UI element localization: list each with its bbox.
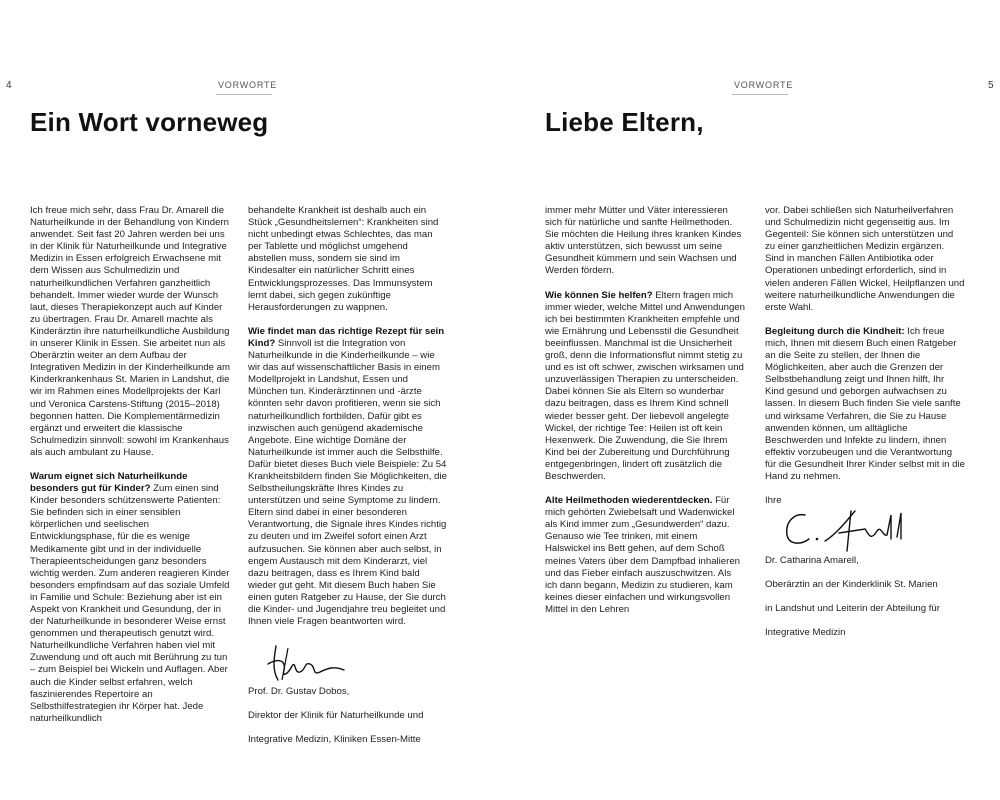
paragraph-text: Für mich gehörten Zwiebelsaft und Wadenwickel als Kind immer zum „Gesundwerden“ dazu. Genauso wie Tee trinken, mit einem Halswickel ins Bett gehen, auf dem Schoß meines Vaters über dem Dampfbad inhalieren und das Fieber einfach auszuschwitzen. Als ich dann begann, Medizin zu studieren, kam keines dieser einfachen und wirkungsvollen Mittel in den Lehren bbox=[545, 495, 740, 615]
signature-amarell bbox=[765, 507, 965, 639]
right-column-2 bbox=[765, 205, 965, 652]
right-column-1 bbox=[545, 205, 745, 628]
signature-name: Prof. Dr. Gustav Dobos, bbox=[248, 686, 350, 698]
paragraph: immer mehr Mütter und Väter interessieren sich für natürliche und sanfte Heilmethoden. Sie möchten die Heilung ihres kranken Kindes aktiv unterstützen, sich bewusst um seine Gesundheit kümmern und sein Wachsen und Werden fördern. bbox=[545, 205, 742, 277]
paragraph bbox=[765, 326, 965, 483]
left-column-1 bbox=[30, 205, 230, 737]
paragraph-heading: Begleitung durch die Kindheit: bbox=[765, 325, 905, 337]
paragraph: Ich freue mich sehr, dass Frau Dr. Amarell die Naturheilkunde in der Behandlung von Kindern anwendet. Seit fast 20 Jahren werden bei uns in der Klinik für Naturheilkunde und Integrative Medizin in Essen erfolgreich Erwachsene mit dem Wissen aus Schulmedizin und naturheilkundlichen Verfahren ganzheitlich behandelt. Immer wieder wurde der Wunsch laut, dieses Therapiekonzept auch auf Kinder zu übertragen. Frau Dr. Amarell machte als Kinderärztin ihre naturheilkundliche Ausbildung in unserer Klinik in Essen. Sie arbeitet nun als Oberärztin weiter an dem Aufbau der Integrativen Medizin in der Kinderheilkunde am Kinderkrankenhaus St. Marien in Landshut, die wir im Rahmen eines Modellprojekts der Karl und Veronica Carstens-Stiftung (2015–2018) begonnen hatten. Die Komplementärmedizin ergänzt und erweitert die klassische Schulmedizin sinnvoll: sowohl im Krankenhaus als auch ambulant zu Hause. bbox=[30, 205, 230, 458]
signature-dobos-image bbox=[248, 640, 368, 686]
paragraph: behandelte Krankheit ist deshalb auch ein Stück „Gesundheitslernen“: Krankheiten sind nicht unbedingt etwas Schlechtes, das man per Tablette und möglichst umgehend abstellen muss, sondern sie sind im Kindesalter ein natürlicher Schritt eines Entwicklungsprozesses. Das Immunsystem lernt dabei, sich gegen zukünftige Herausforderungen zu wappnen. bbox=[248, 205, 439, 313]
paragraph-heading: Wie können Sie helfen? bbox=[545, 289, 653, 301]
page-number-left: 4 bbox=[6, 80, 12, 91]
page-title-right: Liebe Eltern, bbox=[545, 107, 704, 137]
paragraph-heading: Warum eignet sich Naturheilkunde besonders gut für Kinder? bbox=[30, 470, 188, 495]
paragraph-text: Zum einen sind Kinder besonders schützenswerte Patienten: Sie befinden sich in einer sensiblen körperlichen und seelischen Entwicklungsphase, für die es wenige Medikamente gibt und in der individuelle Therapieentscheidungen ganz besonders wichtig werden. Zum anderen reagieren Kinder besonders empfindsam auf das soziale Umfeld in Familie und Schule: Beziehung aber ist ein Aspekt von Krankheit und Gesundung, der in der Naturheilkunde in besonderer Weise ernst genommen und therapeutisch genutzt wird. Naturheilkundliche Verfahren haben viel mit Zuwendung und oft auch mit Berührung zu tun – zum Beispiel bei Wickeln und Auflagen. Aber auch die Kinder selbst erfahren, welch faszinierendes Repertoire an Selbsthilfestrategien ihr Körper hat. Jede naturheilkundlich bbox=[30, 483, 230, 724]
signature-title: Integrative Medizin, Kliniken Essen-Mitte bbox=[248, 734, 421, 746]
left-column-2 bbox=[248, 205, 448, 758]
signature-title: Oberärztin an der Kinderklinik St. Marien bbox=[765, 579, 938, 591]
section-label-right: VORWORTE bbox=[732, 80, 788, 95]
paragraph bbox=[248, 326, 448, 628]
paragraph: vor. Dabei schließen sich Naturheilverfahren und Schulmedizin nicht gegenseitig aus. Im Gegenteil: Sie können sich unterstützen und zu einer ganzheitlichen Medizin ergänzen. Sind in manchen Fällen Antibiotika oder Operationen unbedingt erforderlich, sind in vielen anderen Fällen Wickel, Heilpflanzen und weitere naturheilkundliche Anwendungen die erste Wahl. bbox=[765, 205, 965, 313]
paragraph bbox=[545, 290, 745, 484]
closing: Ihre bbox=[765, 495, 782, 507]
paragraph-heading: Wie findet man das richtige Rezept für sein Kind? bbox=[248, 325, 445, 349]
page-title-left: Ein Wort vorneweg bbox=[30, 107, 269, 137]
signature-name: Dr. Catharina Amarell, bbox=[765, 555, 859, 567]
paragraph-heading: Alte Heilmethoden wiederentdecken. bbox=[545, 495, 713, 507]
paragraph bbox=[545, 495, 745, 616]
paragraph bbox=[30, 471, 230, 725]
signature-title: Integrative Medizin bbox=[765, 627, 846, 639]
signature-title: in Landshut und Leiterin der Abteilung für bbox=[765, 603, 940, 615]
paragraph-text: Sinnvoll ist die Integration von Naturheilkunde in die Kinderheilkunde – wie wir das auf wissenschaftlicher Basis in einem Modellprojekt in Landshut, Essen und München tun. Kinderärztinnen und -ärzte könnten sehr davon profitieren, wenn sie sich naturheilkundlich fortbilden. Dafür gibt es inzwischen auch genügend akademische Angebote. Eine wichtige Domäne der Naturheilkunde ist immer auch die Selbsthilfe. Dafür bietet dieses Buch viele Beispiele: Zu 54 Krankheitsbildern finden Sie Möglichkeiten, die Selbstheilungskräfte Ihres Kindes zu unterstützen und seine Symptome zu lindern. Eltern sind dabei in einer besonderen Verantwortung, die Signale ihres Kindes richtig zu deuten und im Zweifel sofort einen Arzt aufzusuchen. Sie können aber auch selbst, in engem Austausch mit dem Kinderarzt, viel dazu beitragen, dass es Ihrem Kind bald wieder gut geht. Mit diesem Buch haben Sie einen guten Ratgeber zu Hause, der Sie durch die Kinder- und Jugendjahre treu begleitet und Ihnen viele Fragen beantworten wird. bbox=[248, 337, 447, 628]
signature-dobos bbox=[248, 640, 448, 746]
page-number-right: 5 bbox=[988, 80, 994, 91]
signature-amarell-image bbox=[765, 507, 935, 555]
signature-title: Direktor der Klinik für Naturheilkunde und bbox=[248, 710, 424, 722]
paragraph-text: Eltern fragen mich immer wieder, welche Mittel und Anwendungen ich bei bestimmten Krankheiten empfehle und wie Ernährung und Lebensstil die Gesundheit beeinflussen. Manchmal ist die Unsicherheit groß, denn die Informationsflut nimmt stetig zu und es ist oft schwer, zwischen wirksamen und unzuverlässigen Therapien zu unterscheiden. Dabei können Sie als Eltern so wunderbar dazu beitragen, dass es Ihrem Kind schnell wieder besser geht. Der liebevoll angelegte Wickel, der richtige Tee: Heilen ist oft kein Hexenwerk. Die Zuwendung, die Sie Ihrem Kind bei der Zubereitung und Durchführung entgegenbringen, lindert oft zusätzlich die Beschwerden. bbox=[545, 289, 745, 482]
paragraph-text: Ich freue mich, Ihnen mit diesem Buch einen Ratgeber an die Seite zu stellen, der Ihnen die Möglichkeiten, aber auch die Grenzen der Selbstbehandlung zeigt und Ihnen hilft, Ihr Kind gesund und geborgen aufwachsen zu lassen. In diesem Buch finden Sie viele sanfte und wirksame Verfahren, die Sie zu Hause anwenden können, um alltägliche Beschwerden und Infekte zu lindern, ihnen effektiv vorzubeugen und die Verantwortung für die Gesundheit Ihrer Kinder selbst mit in die Hand zu nehmen. bbox=[765, 325, 965, 482]
section-label-left: VORWORTE bbox=[216, 80, 272, 95]
